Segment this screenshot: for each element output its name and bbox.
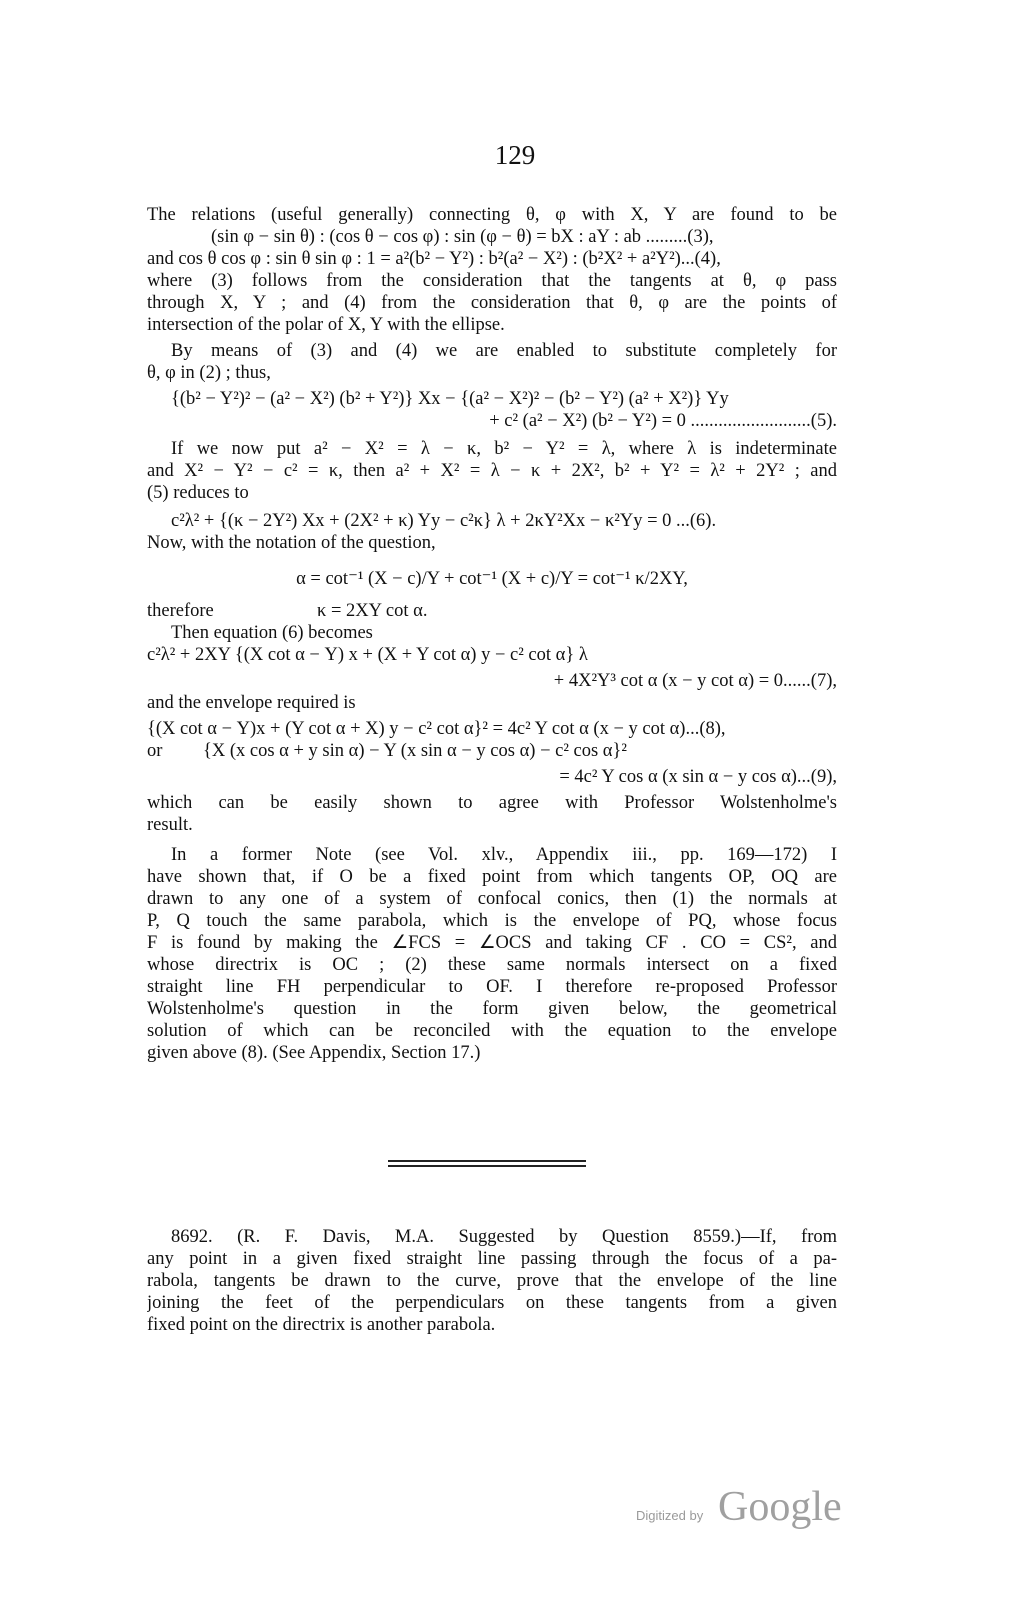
body-line: solution of which can be reconciled with the equation to the envelope [147,1021,837,1041]
body-line: (5) reduces to [147,483,249,503]
equation-4: and cos θ cos φ : sin θ sin φ : 1 = a²(b² − Y²) : b²(a² − X²) : (b²X² + a²Y²)...(4), [147,249,721,269]
question-line: joining the feet of the perpendiculars on these tangents from a given [147,1293,837,1313]
body-line: Now, with the notation of the question, [147,533,436,553]
body-line: through X, Y ; and (4) from the consideration that θ, φ are the points of [147,293,837,313]
section-divider-bottom [388,1165,586,1167]
body-line: whose directrix is OC ; (2) these same normals intersect on a fixed [147,955,837,975]
question-line: 8692. (R. F. Davis, M.A. Suggested by Question 8559.)—If, from [171,1227,837,1247]
equation-6: c²λ² + {(κ − 2Y²) Xx + (2X² + κ) Yy − c²κ} λ + 2κY²Xx − κ²Yy = 0 ...(6). [171,511,717,531]
question-line: fixed point on the directrix is another parabola. [147,1315,496,1335]
body-line: drawn to any one of a system of confocal conics, then (1) the normals at [147,889,837,909]
body-line: θ, φ in (2) ; thus, [147,363,271,383]
body-line: Wolstenholme's question in the form given below, the geometrical [147,999,837,1019]
equation-7b: + 4X²Y³ cot α (x − y cot α) = 0......(7), [553,671,837,691]
equation-5a: {(b² − Y²)² − (a² − X²) (b² + Y²)} Xx − {(a² − X²)² − (b² − Y²) (a² + X²)} Yy [171,389,729,409]
page-number: 129 [494,140,536,170]
body-line: and the envelope required is [147,693,356,713]
body-line: The relations (useful generally) connecting θ, φ with X, Y are found to be [147,205,837,225]
equation-9a: {X (x cos α + y sin α) − Y (x sin α − y cos α) − c² cos α}² [203,741,627,761]
section-divider-top [388,1160,586,1162]
body-line: and X² − Y² − c² = κ, then a² + X² = λ − κ + 2X², b² + Y² = λ² + 2Y² ; and [147,461,837,481]
body-line: which can be easily shown to agree with Professor Wolstenholme's [147,793,837,813]
body-line: P, Q touch the same parabola, which is the envelope of PQ, whose focus [147,911,837,931]
body-line: Then equation (6) becomes [171,623,373,643]
body-line: In a former Note (see Vol. xlv., Appendix iii., pp. 169—172) I [171,845,837,865]
equation-alpha: α = cot⁻¹ (X − c)/Y + cot⁻¹ (X + c)/Y = cot⁻¹ κ/2XY, [296,569,688,589]
body-line: straight line FH perpendicular to OF. I therefore re-proposed Professor [147,977,837,997]
equation-9b: = 4c² Y cos α (x sin α − y cos α)...(9), [559,767,837,787]
equation-3: (sin φ − sin θ) : (cos θ − cos φ) : sin (φ − θ) = bX : aY : ab .........(3), [211,227,714,247]
body-line: If we now put a² − X² = λ − κ, b² − Y² = λ, where λ is indeterminate [171,439,837,459]
body-line: intersection of the polar of X, Y with the ellipse. [147,315,505,335]
question-8692 [147,1226,837,1336]
equation-kappa: κ = 2XY cot α. [317,601,428,621]
equation-5b: + c² (a² − X²) (b² − Y²) = 0 ..........................(5). [489,411,837,431]
body-line: have shown that, if O be a fixed point from which tangents OP, OQ are [147,867,837,887]
equation-8: {(X cot α − Y)x + (Y cot α + X) y − c² cot α}² = 4c² Y cot α (x − y cot α)...(8), [147,719,726,739]
therefore-row [147,600,837,622]
body-line: where (3) follows from the consideration that the tangents at θ, φ pass [147,271,837,291]
body-line: given above (8). (See Appendix, Section 17.) [147,1043,481,1063]
question-line: any point in a given fixed straight line passing through the focus of a pa- [147,1249,837,1269]
question-line: rabola, tangents be drawn to the curve, prove that the envelope of the line [147,1271,837,1291]
therefore-label: therefore [147,601,214,621]
body-text [147,204,837,1064]
or-label: or [147,741,163,761]
digitized-by-text: Digitized by [636,1508,704,1523]
body-line: result. [147,815,193,835]
google-logo: Google [718,1484,842,1530]
equation-7a: c²λ² + 2XY {(X cot α − Y) x + (X + Y cot α) y − c² cot α} λ [147,645,588,665]
body-line: By means of (3) and (4) we are enabled to substitute completely for [171,341,837,361]
or-row [147,740,837,762]
body-line: F is found by making the ∠FCS = ∠OCS and taking CF . CO = CS², and [147,933,837,953]
